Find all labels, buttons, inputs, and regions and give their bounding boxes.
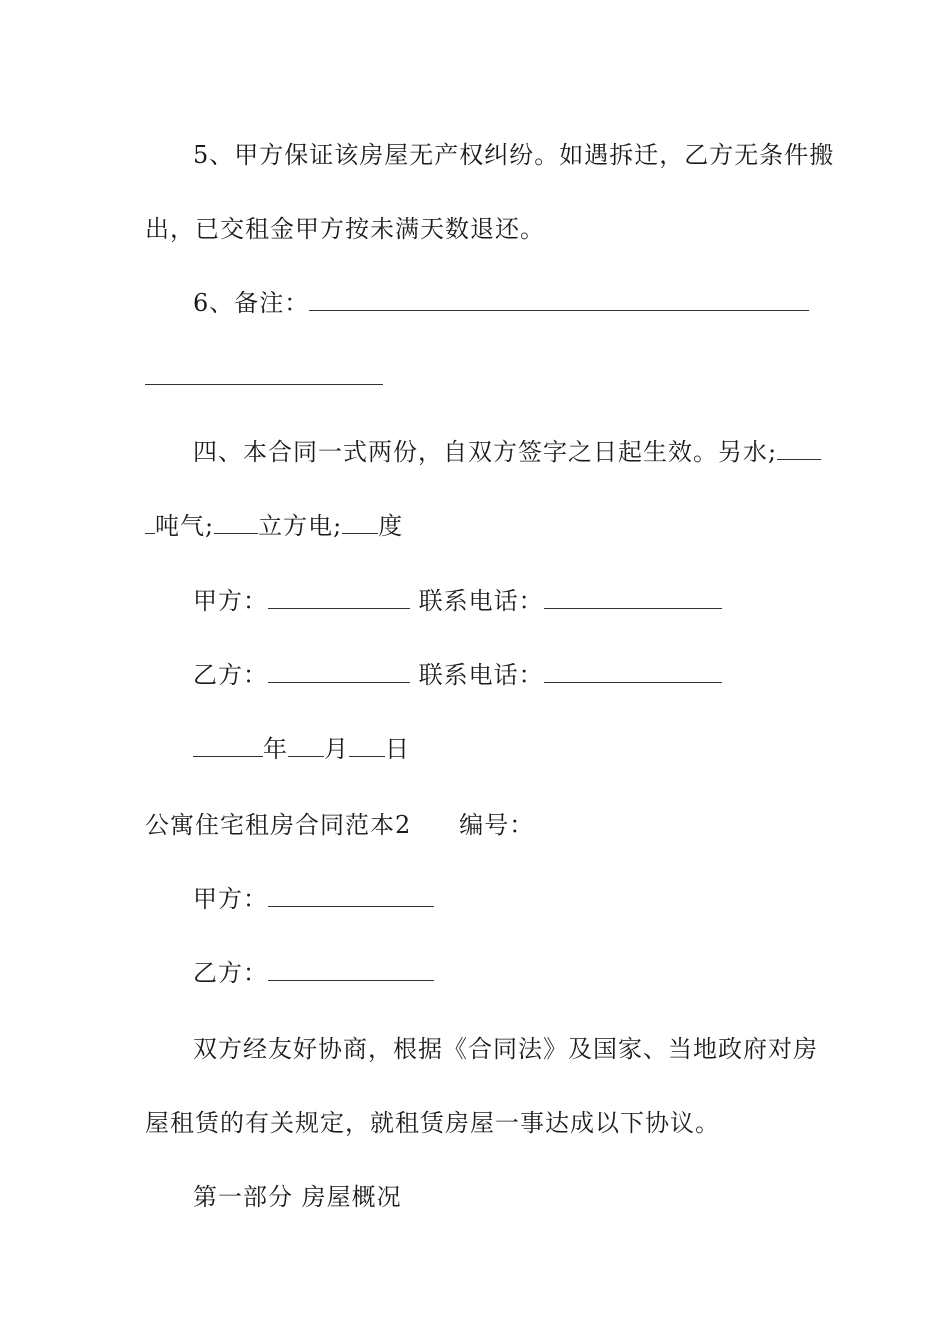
remarks-blank-2 xyxy=(145,364,383,385)
date-line xyxy=(193,734,410,764)
doc2-party-b-blank xyxy=(268,960,434,981)
water-blank xyxy=(777,439,821,460)
year-blank xyxy=(193,736,263,757)
clause-5-line-1: 5、甲方保证该房屋无产权纠纷。如遇拆迁，乙方无条件搬 xyxy=(193,141,835,169)
clause-5-line-2: 出，已交租金甲方按未满天数退还。 xyxy=(145,215,545,243)
intro-line-1: 双方经友好协商，根据《合同法》及国家、当地政府对房 xyxy=(193,1035,818,1063)
water-blank-cont xyxy=(145,513,155,534)
remarks-continuation xyxy=(145,362,383,392)
doc2-party-a-line xyxy=(193,884,434,914)
party-a-phone-blank xyxy=(544,588,722,609)
clause-6-remarks xyxy=(193,288,809,318)
electric-unit: 度 xyxy=(378,512,404,540)
contract-number-label: 编号： xyxy=(459,811,535,839)
party-a-label: 甲方： xyxy=(193,587,268,615)
electric-blank xyxy=(342,513,378,534)
doc2-party-b-line xyxy=(193,958,434,988)
clause-4-line-2 xyxy=(145,511,403,541)
doc2-party-a-label: 甲方： xyxy=(193,885,268,913)
remarks-label: 6、备注： xyxy=(193,289,310,317)
party-b-phone-label: 联系电话： xyxy=(418,661,544,689)
party-a-signature-line xyxy=(193,586,722,616)
gas-unit: 立方电; xyxy=(258,512,343,540)
clause-4-line-1 xyxy=(193,437,821,467)
party-a-blank xyxy=(268,588,410,609)
party-b-label: 乙方： xyxy=(193,661,268,689)
day-blank xyxy=(349,736,385,757)
party-a-phone-label: 联系电话： xyxy=(418,587,544,615)
clause-4-text: 四、本合同一式两份，自双方签字之日起生效。另水; xyxy=(193,438,778,466)
day-label: 日 xyxy=(385,735,410,763)
doc2-party-b-label: 乙方： xyxy=(193,959,268,987)
section-1-heading: 第一部分 房屋概况 xyxy=(193,1183,402,1211)
second-contract-title: 公寓住宅租房合同范本2 xyxy=(145,811,412,839)
gas-blank xyxy=(214,513,258,534)
intro-line-2: 屋租赁的有关规定，就租赁房屋一事达成以下协议。 xyxy=(145,1109,720,1137)
second-contract-heading xyxy=(145,810,534,840)
water-unit: 吨气; xyxy=(155,512,215,540)
month-label: 月 xyxy=(324,735,349,763)
year-label: 年 xyxy=(263,735,288,763)
party-b-signature-line xyxy=(193,660,722,690)
party-b-blank xyxy=(268,662,410,683)
remarks-blank-1 xyxy=(309,290,809,311)
doc2-party-a-blank xyxy=(268,886,434,907)
party-b-phone-blank xyxy=(544,662,722,683)
month-blank xyxy=(288,736,324,757)
